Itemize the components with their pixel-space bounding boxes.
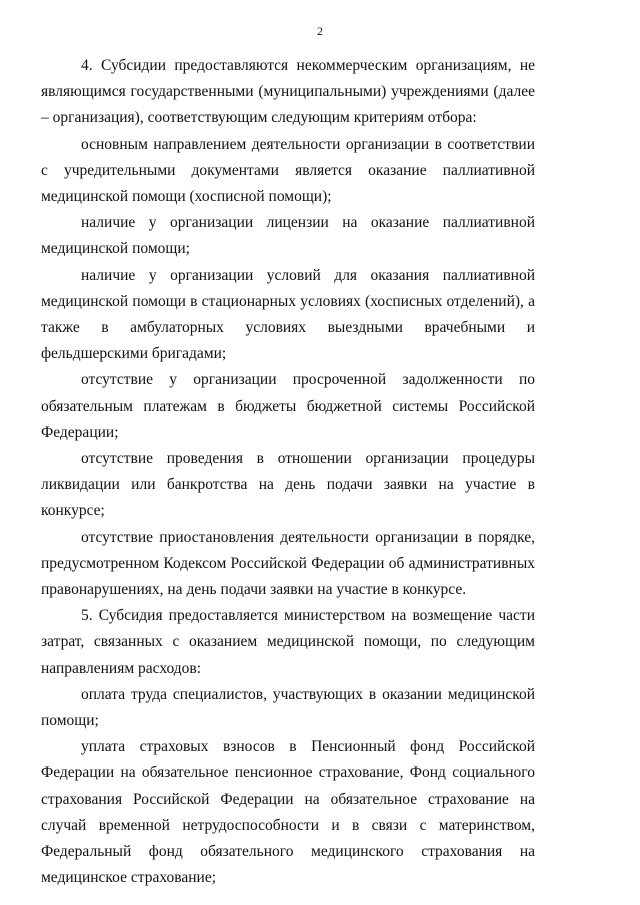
criterion-license: наличие у организации лицензии на оказание паллиативной медицинской помощи;: [41, 214, 535, 258]
expense-salaries: оплата труда специалистов, участвующих в оказании медицинской помощи;: [41, 685, 535, 730]
criterion-conditions: наличие у организации условий для оказания паллиативной медицинской помощи в стационарных условиях (хосписных отделений), а также в амбулаторных условиях выездными врачебными и фельдшерскими бригадами;: [41, 266, 535, 363]
criterion-main-activity: основным направлением деятельности организации в соответствии с учредительными документами является оказание паллиативной медицинской помощи (хосписной помощи);: [41, 135, 535, 206]
criterion-no-suspension: отсутствие приостановления деятельности организации в порядке, предусмотренном Кодексом Российской Федерации об административных правонарушениях, на день подачи заявки на участие в конкурсе.: [41, 528, 535, 599]
paragraph-5-intro: 5. Субсидия предоставляется министерством на возмещение части затрат, связанных с оказанием медицинской помощи, по следующим направлениям расходов:: [41, 607, 535, 677]
criterion-no-debt: отсутствие у организации просроченной задолженности по обязательным платежам в бюджеты бюджетной системы Российской Федерации;: [41, 371, 535, 441]
expense-insurance-contributions: уплата страховых взносов в Пенсионный фонд Российской Федерации на обязательное пенсионное страхование, Фонд социального страхования Российской Федерации на обязательное страхование на случай временной нетрудоспособности и в связи с материнством, Федеральный фонд обязательного медицинского страхования на медицинское страхование;: [41, 738, 535, 887]
criterion-no-liquidation: отсутствие проведения в отношении организации процедуры ликвидации или банкротства на день подачи заявки на участие в конкурсе;: [41, 450, 535, 520]
paragraph-4-intro: 4. Субсидии предоставляются некоммерческим организациям, не являющимся государственными (муниципальными) учреждениями (далее – организация), соответствующим следующим критериям отбора:: [41, 57, 535, 127]
document-body: [41, 53, 535, 892]
page-number: 2: [317, 24, 323, 38]
